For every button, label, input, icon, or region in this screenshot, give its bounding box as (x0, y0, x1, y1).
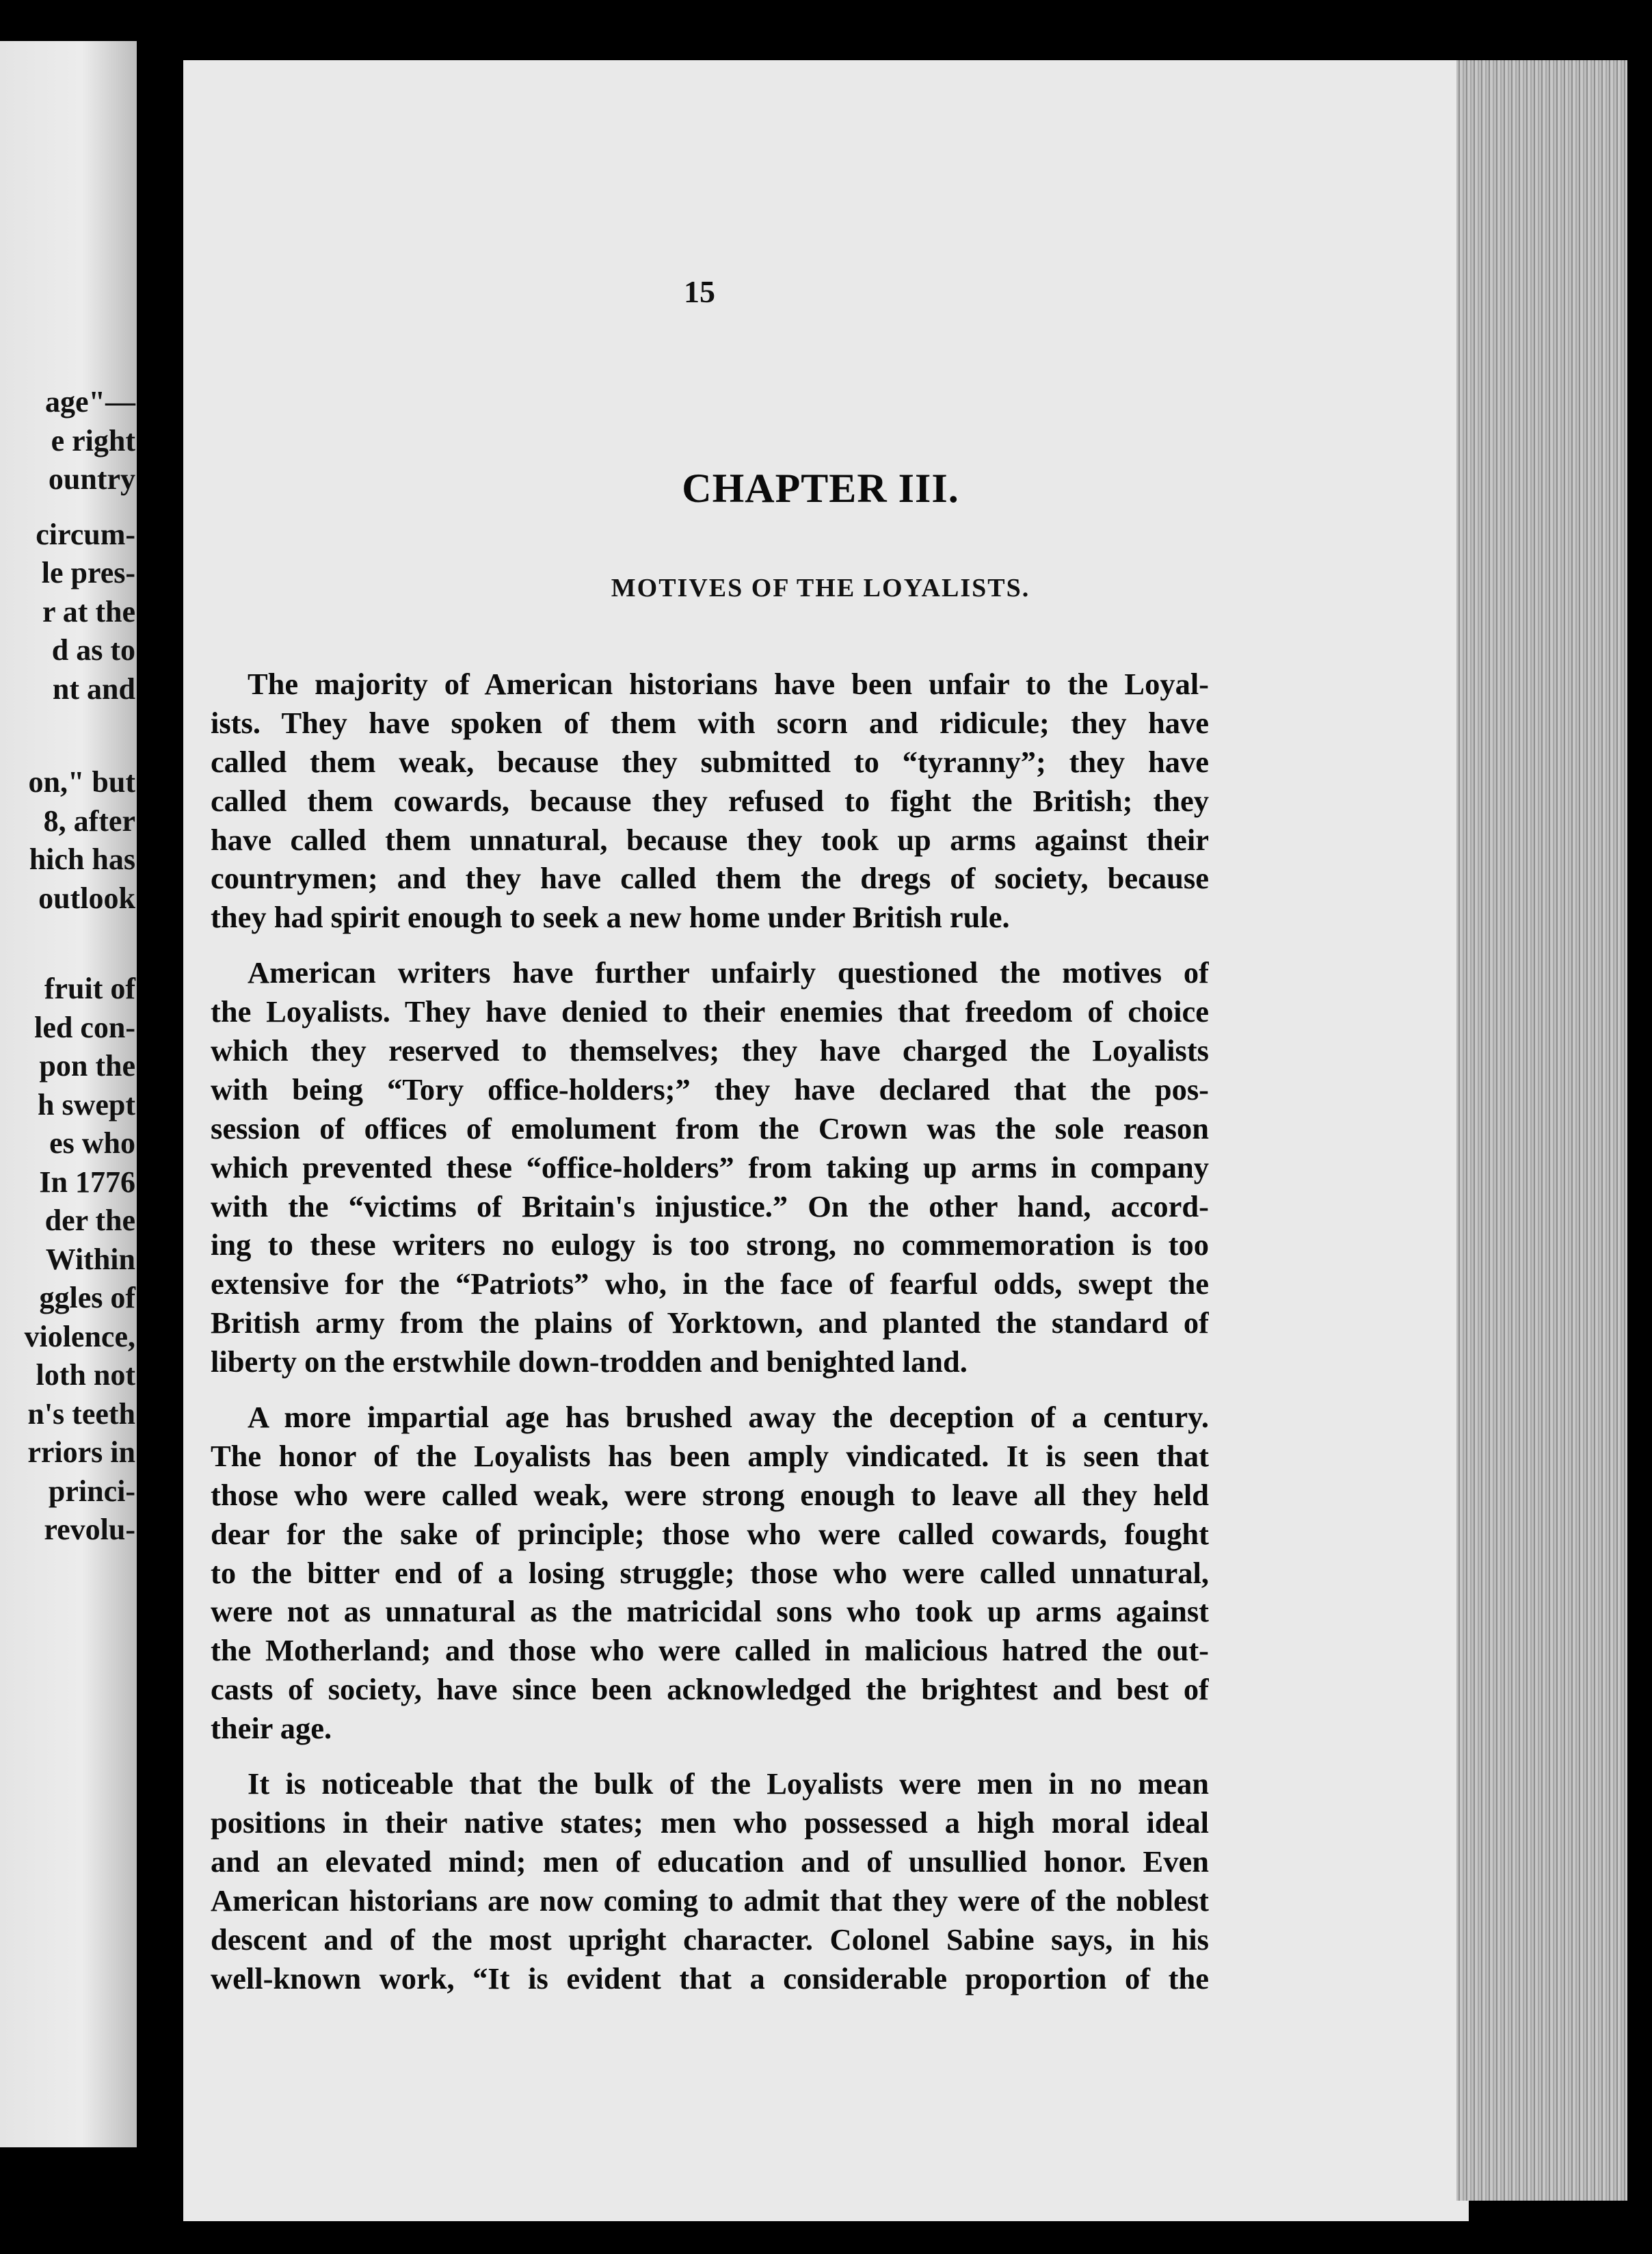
adjacent-line: circum- (36, 517, 135, 551)
text-line: well-known work, “It is evident that a considerable proportion of the (211, 1961, 1209, 1996)
adjacent-page-text (0, 383, 137, 1550)
text-line: The honor of the Loyalists has been amply vindicated. It is seen that (211, 1438, 1209, 1473)
text-line: were not as unnatural as the matricidal sons who took up arms against (211, 1594, 1209, 1629)
text-line: A more impartial age has brushed away the deception of a century. (248, 1400, 1209, 1435)
adjacent-line: led con- (34, 1010, 135, 1044)
adjacent-line: violence, (24, 1319, 135, 1353)
adjacent-line: le pres- (41, 556, 135, 589)
text-line: session of offices of emolument from the Crown was the sole reason (211, 1111, 1209, 1145)
text-line: ists. They have spoken of them with scorn and ridicule; they have (211, 705, 1209, 740)
text-line: countrymen; and they have called them the dregs of society, because (211, 861, 1209, 896)
adjacent-line: outlook (38, 881, 135, 915)
text-line: It is noticeable that the bulk of the Loyalists were men in no mean (248, 1766, 1209, 1801)
adjacent-line: princi- (48, 1474, 135, 1508)
text-line: their age. (211, 1711, 332, 1746)
chapter-title: CHAPTER III. (682, 466, 959, 511)
page-edge-stack (1456, 60, 1627, 2201)
text-line: to the bitter end of a losing struggle; those who were called unnatural, (211, 1555, 1209, 1590)
adjacent-line: es who (49, 1126, 135, 1160)
text-line: which prevented these “office-holders” from taking up arms in company (211, 1150, 1209, 1184)
text-line: The majority of American historians have been unfair to the Loyal- (248, 667, 1209, 701)
adjacent-line: n's teeth (27, 1396, 135, 1431)
adjacent-line: der the (44, 1204, 135, 1237)
text-line: extensive for the “Patriots” who, in the face of fearful odds, swept the (211, 1267, 1209, 1301)
adjacent-line: e right (51, 423, 135, 458)
text-line: called them weak, because they submitted to “tyranny”; they have (211, 744, 1209, 779)
text-line: called them cowards, because they refused to fight the British; they (211, 783, 1209, 818)
adjacent-line: revolu- (44, 1513, 135, 1546)
chapter-subtitle: MOTIVES OF THE LOYALISTS. (611, 574, 1030, 602)
adjacent-line: 8, after (43, 804, 135, 838)
adjacent-line: Within (45, 1242, 135, 1276)
adjacent-line: ggles of (39, 1281, 135, 1314)
text-line: ing to these writers no eulogy is too strong, no commemoration is too (211, 1228, 1209, 1262)
text-line: with being “Tory office-holders;” they have declared that the pos- (211, 1072, 1209, 1106)
text-line: dear for the sake of principle; those who were called cowards, fought (211, 1516, 1209, 1551)
paragraph (211, 1398, 1209, 1748)
adjacent-line: loth not (36, 1358, 135, 1392)
text-line: with the “victims of Britain's injustice.” On the other hand, accord- (211, 1189, 1209, 1223)
text-line: American writers have further unfairly questioned the motives of (248, 955, 1209, 990)
text-line: and an elevated mind; men of education and of unsullied honor. Even (211, 1844, 1209, 1879)
adjacent-line: nt and (52, 672, 135, 706)
adjacent-line: h swept (37, 1087, 135, 1122)
text-line: American historians are now coming to admit that they were of the noblest (211, 1883, 1209, 1918)
adjacent-group-3 (0, 763, 137, 918)
adjacent-line: In 1776 (39, 1165, 135, 1199)
adjacent-group-2 (0, 516, 137, 709)
text-line: descent and of the most upright character. Colonel Sabine says, in his (211, 1922, 1209, 1957)
adjacent-line: hich has (29, 843, 135, 876)
text-line: positions in their native states; men who possessed a high moral ideal (211, 1805, 1209, 1840)
text-line: the Motherland; and those who were called in malicious hatred the out- (211, 1633, 1209, 1668)
text-line: casts of society, have since been acknowledged the brightest and best of (211, 1672, 1209, 1707)
text-line: which they reserved to themselves; they have charged the Loyalists (211, 1033, 1209, 1068)
adjacent-line: pon the (39, 1049, 135, 1083)
adjacent-line: fruit of (44, 972, 135, 1005)
text-line: the Loyalists. They have denied to their enemies that freedom of choice (211, 994, 1209, 1029)
text-line: British army from the plains of Yorktown, and planted the standard of (211, 1305, 1209, 1340)
paragraph (211, 1764, 1209, 1998)
text-line: those who were called weak, were strong enough to leave all they held (211, 1477, 1209, 1512)
adjacent-line: on," but (28, 765, 135, 799)
adjacent-line: rriors in (27, 1435, 135, 1469)
adjacent-line: age"— (45, 385, 135, 419)
adjacent-line: ountry (48, 462, 135, 496)
adjacent-page-strip (0, 41, 137, 2147)
adjacent-line: d as to (51, 633, 135, 667)
paragraph (211, 665, 1209, 937)
paragraph (211, 953, 1209, 1381)
text-line: liberty on the erstwhile down-trodden and benighted land. (211, 1344, 968, 1379)
text-line: they had spirit enough to seek a new home under British rule. (211, 900, 1010, 935)
page-number: 15 (684, 274, 715, 309)
body-text (211, 665, 1209, 2014)
adjacent-line: r at the (42, 594, 135, 628)
text-line: have called them unnatural, because they took up arms against their (211, 822, 1209, 857)
adjacent-group-4 (0, 970, 137, 1550)
